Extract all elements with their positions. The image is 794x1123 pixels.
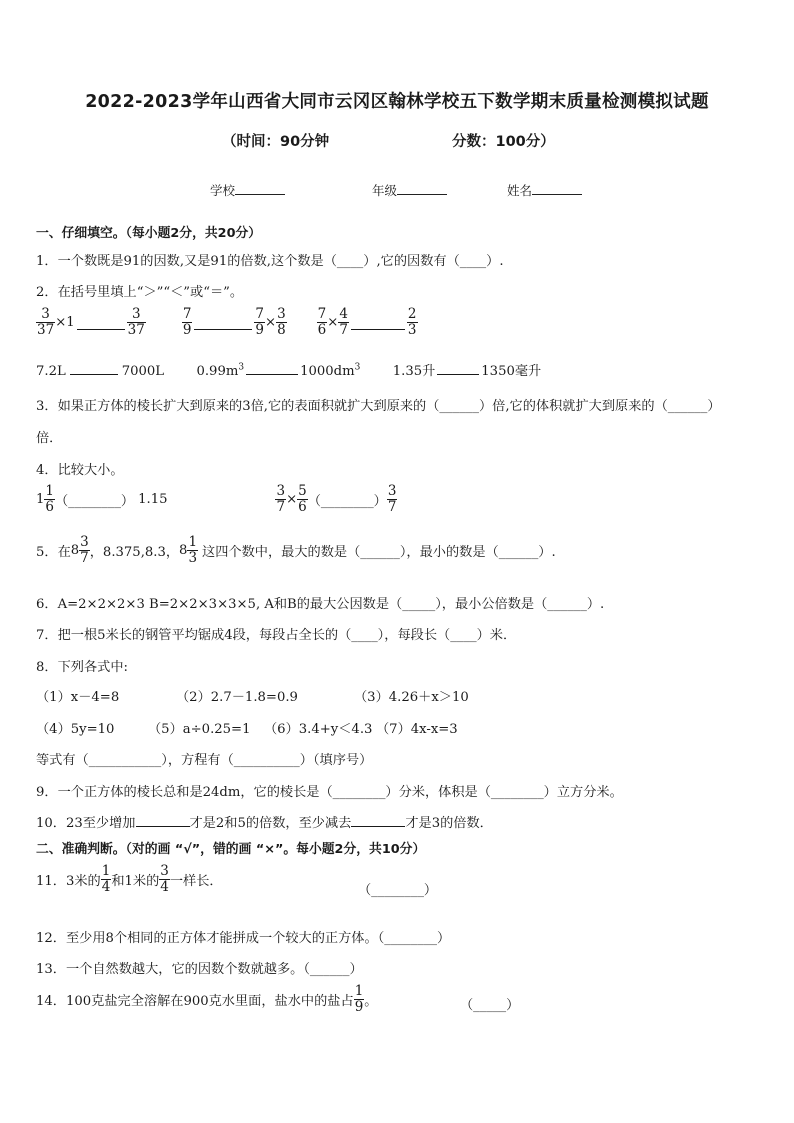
fraction: $\frac{3}{4}$ bbox=[160, 863, 169, 896]
fraction: $\frac{3}{7}$ bbox=[276, 483, 286, 516]
fraction: $\frac{3}{8}$ bbox=[277, 306, 286, 339]
question-2-row-1: $\frac{3}{37}$ ×1 $\frac{3}{37}$ $\frac{7}{9}$ $\frac{7}{9}$ × $\frac{3}{8}$ $\frac{7}{6}$ × $\frac{4}{7}$ $\frac{2}{3}$ bbox=[37, 306, 417, 339]
question-12: 12．至少用8个相同的正方体才能拼成一个较大的正方体。（________） bbox=[36, 931, 451, 946]
question-3: 3．如果正方体的棱长扩大到原来的3倍,它的表面积就扩大到原来的（______）倍,它的体积就扩大到原来的（______） bbox=[36, 399, 721, 414]
answer-blank: （_____） bbox=[460, 998, 520, 1013]
section-1-heading: 一、仔细填空。（每小题2分，共20分） bbox=[36, 226, 262, 241]
answer-blank bbox=[77, 316, 125, 330]
fraction: $\frac{2}{3}$ bbox=[407, 306, 417, 339]
fraction: $\frac{7}{6}$ bbox=[317, 306, 327, 339]
school-blank bbox=[235, 182, 285, 195]
question-1: 1．一个数既是91的因数,又是91的倍数,这个数是（____）,它的因数有（____）. bbox=[36, 254, 504, 269]
question-8-option: （1）x－4=8 bbox=[36, 690, 120, 705]
exam-time: （时间：90分钟 bbox=[222, 134, 330, 150]
answer-blank bbox=[70, 361, 118, 375]
question-8-option: （3）4.26＋x＞10 bbox=[354, 690, 469, 705]
answer-blank: （________） bbox=[54, 494, 135, 510]
question-10: 10．23至少增加 才是2和5的倍数，至少减去 才是3的倍数． bbox=[36, 812, 493, 831]
question-14: 14．100克盐完全溶解在900克水里面，盐水中的盐占 $\frac{1}{9}$ 。 bbox=[36, 983, 378, 1016]
name-field bbox=[507, 181, 582, 199]
fraction: $\frac{1}{6}$ bbox=[45, 483, 54, 516]
page-title: 2022-2023学年山西省大同市云冈区翰林学校五下数学期末质量检测模拟试题 bbox=[85, 92, 709, 112]
question-5: 5．在 8 $\frac{3}{7}$ ，8.375,8.3， 8 $\frac{1}{3}$ 这四个数中，最大的数是（______），最小的数是（______）. bbox=[36, 534, 556, 567]
question-8-option: （6）3.4+y＜4.3 bbox=[264, 722, 373, 737]
question-4-items: 1 $\frac{1}{6}$ （________） 1.15 $\frac{3}{7}$ × $\frac{5}{6}$ （________） $\frac{3}{7}$ bbox=[36, 483, 397, 516]
question-8-prompt: 8．下列各式中: bbox=[36, 660, 128, 675]
answer-blank bbox=[351, 316, 405, 330]
name-label: 姓名 bbox=[507, 183, 533, 198]
answer-blank bbox=[246, 361, 298, 375]
school-label: 学校 bbox=[210, 183, 236, 198]
answer-blank bbox=[437, 361, 479, 375]
grade-field bbox=[372, 181, 447, 199]
fraction: $\frac{7}{9}$ bbox=[255, 306, 265, 339]
name-blank bbox=[532, 182, 582, 195]
section-2-heading: 二、准确判断。（对的画 “√”，错的画 “×”。每小题2分，共10分） bbox=[36, 842, 426, 857]
fraction: $\frac{1}{9}$ bbox=[354, 983, 364, 1016]
grade-blank bbox=[397, 182, 447, 195]
question-8-option: （2）2.7－1.8=0.9 bbox=[176, 690, 298, 705]
question-3-end: 倍． bbox=[36, 431, 63, 446]
question-8-option: （7）4x-x=3 bbox=[376, 722, 458, 737]
question-11: 11．3米的 $\frac{1}{4}$ 和1米的 $\frac{3}{4}$ 一样长． bbox=[36, 863, 223, 896]
fraction: $\frac{3}{7}$ bbox=[387, 483, 397, 516]
fraction: $\frac{7}{9}$ bbox=[182, 306, 192, 339]
fraction: $\frac{1}{3}$ bbox=[188, 534, 198, 567]
fraction: $\frac{4}{7}$ bbox=[339, 306, 348, 339]
question-6: 6．A=2×2×2×3 B=2×2×3×3×5, A和B的最大公因数是（_____），最小公倍数是（______）. bbox=[36, 597, 605, 612]
answer-blank bbox=[351, 813, 405, 827]
question-8-option: （4）5y=10 bbox=[36, 722, 115, 737]
answer-blank bbox=[136, 813, 190, 827]
exam-score: 分数：100分） bbox=[452, 134, 555, 150]
question-13: 13．一个自然数越大，它的因数个数就越多。（______） bbox=[36, 962, 363, 977]
fraction: $\frac{3}{7}$ bbox=[80, 534, 89, 567]
question-7: 7．把一根5米长的钢管平均锯成4段，每段占全长的（____），每段长（____）米． bbox=[36, 628, 517, 643]
fraction: $\frac{3}{37}$ bbox=[127, 306, 145, 339]
answer-blank: （________） bbox=[307, 494, 387, 510]
question-2-prompt: 2．在括号里填上“＞”“＜”或“＝”。 bbox=[36, 285, 244, 300]
question-8-option: （5）a÷0.25=1 bbox=[148, 722, 251, 737]
question-9: 9．一个正方体的棱长总和是24dm，它的棱长是（________）分米，体积是（________）立方分米。 bbox=[36, 785, 623, 800]
fraction: $\frac{3}{37}$ bbox=[37, 306, 55, 339]
answer-blank: （________） bbox=[358, 883, 438, 898]
question-2-row-2: 7.2L 7000L $0.99m^3$ $1000dm^3$ 1.35升 1350毫升 bbox=[36, 362, 542, 379]
school-field bbox=[210, 181, 285, 199]
fraction: $\frac{1}{4}$ bbox=[101, 863, 111, 896]
question-8-answer: 等式有（___________），方程有（__________）（填序号） bbox=[36, 753, 373, 768]
fraction: $\frac{5}{6}$ bbox=[298, 483, 307, 516]
grade-label: 年级 bbox=[372, 183, 398, 198]
question-4-prompt: 4．比较大小。 bbox=[36, 463, 124, 478]
answer-blank bbox=[194, 316, 252, 330]
